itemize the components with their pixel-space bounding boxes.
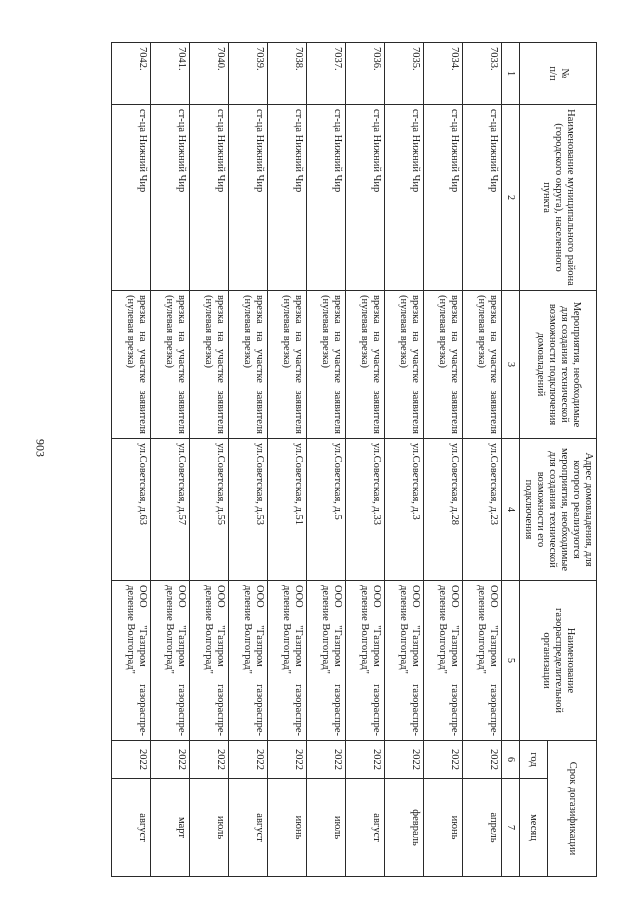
row-measure: врезка на участке заявителя (нулевая врезка) [267, 291, 306, 439]
row-year: 2022 [462, 741, 501, 779]
header-measures: Мероприятия, необходимые для создания технической возможности подключения домовладений [519, 291, 596, 439]
row-org: ООО "Газпром газораспре-деление Волгоград" [189, 581, 228, 741]
row-measure: врезка на участке заявителя (нулевая врезка) [228, 291, 267, 439]
row-org: ООО "Газпром газораспре-деление Волгоград" [150, 581, 189, 741]
row-measure: врезка на участке заявителя (нулевая врезка) [384, 291, 423, 439]
row-measure: врезка на участке заявителя (нулевая врезка) [111, 291, 150, 439]
header-year: год [519, 741, 547, 779]
row-month: апрель [462, 779, 501, 877]
row-address: ул.Советская, д.57 [150, 439, 189, 581]
row-month: февраль [384, 779, 423, 877]
row-district: ст-ца Нижний Чир [423, 105, 462, 291]
table-row [462, 43, 501, 877]
header-org: Наименование газораспределительной организации [519, 581, 596, 741]
row-number: 7038. [267, 43, 306, 105]
row-year: 2022 [111, 741, 150, 779]
row-measure: врезка на участке заявителя (нулевая врезка) [306, 291, 345, 439]
rotated-table-wrapper [85, 42, 597, 876]
row-org: ООО "Газпром газораспре-деление Волгоград" [267, 581, 306, 741]
row-district: ст-ца Нижний Чир [384, 105, 423, 291]
row-org: ООО "Газпром газораспре-деление Волгоград" [111, 581, 150, 741]
row-year: 2022 [345, 741, 384, 779]
row-measure: врезка на участке заявителя (нулевая врезка) [189, 291, 228, 439]
row-address: ул.Советская, д.28 [423, 439, 462, 581]
column-number-row [501, 43, 519, 877]
row-district: ст-ца Нижний Чир [267, 105, 306, 291]
row-address: ул.Советская, д.51 [267, 439, 306, 581]
column-number: 1 [501, 43, 519, 105]
row-year: 2022 [189, 741, 228, 779]
row-month: июнь [267, 779, 306, 877]
column-number: 4 [501, 439, 519, 581]
header-deadline: Срок догазификации [547, 741, 596, 877]
row-number: 7042. [111, 43, 150, 105]
table-row [189, 43, 228, 877]
column-number: 6 [501, 741, 519, 779]
header-month: месяц [519, 779, 547, 877]
column-number: 2 [501, 105, 519, 291]
column-number: 5 [501, 581, 519, 741]
row-number: 7035. [384, 43, 423, 105]
row-year: 2022 [384, 741, 423, 779]
table-row [150, 43, 189, 877]
row-district: ст-ца Нижний Чир [189, 105, 228, 291]
header-row [547, 43, 596, 877]
row-address: ул.Советская, д.63 [111, 439, 150, 581]
row-month: июль [306, 779, 345, 877]
row-measure: врезка на участке заявителя (нулевая врезка) [345, 291, 384, 439]
table-row [111, 43, 150, 877]
row-year: 2022 [267, 741, 306, 779]
header-district: Наименование муниципального района (городского округа), населенного пункта [519, 105, 596, 291]
row-month: июнь [423, 779, 462, 877]
row-number: 7033. [462, 43, 501, 105]
page-number: 903 [33, 439, 48, 457]
row-address: ул.Советская, д.53 [228, 439, 267, 581]
row-district: ст-ца Нижний Чир [150, 105, 189, 291]
row-measure: врезка на участке заявителя (нулевая врезка) [462, 291, 501, 439]
row-number: 7037. [306, 43, 345, 105]
row-address: ул.Советская, д.3 [384, 439, 423, 581]
row-month: август [228, 779, 267, 877]
gasification-table [111, 42, 597, 877]
table-row [423, 43, 462, 877]
row-number: 7040. [189, 43, 228, 105]
row-number: 7036. [345, 43, 384, 105]
table-row [267, 43, 306, 877]
row-address: ул.Советская, д.55 [189, 439, 228, 581]
row-year: 2022 [150, 741, 189, 779]
row-number: 7041. [150, 43, 189, 105]
row-month: июль [189, 779, 228, 877]
row-year: 2022 [228, 741, 267, 779]
row-address: ул.Советская, д.5 [306, 439, 345, 581]
column-number: 3 [501, 291, 519, 439]
row-month: август [345, 779, 384, 877]
column-number: 7 [501, 779, 519, 877]
table-row [228, 43, 267, 877]
table-row [345, 43, 384, 877]
row-number: 7034. [423, 43, 462, 105]
row-month: март [150, 779, 189, 877]
row-year: 2022 [306, 741, 345, 779]
row-org: ООО "Газпром газораспре-деление Волгоград" [423, 581, 462, 741]
row-district: ст-ца Нижний Чир [462, 105, 501, 291]
row-org: ООО "Газпром газораспре-деление Волгоград" [462, 581, 501, 741]
row-month: август [111, 779, 150, 877]
row-district: ст-ца Нижний Чир [111, 105, 150, 291]
row-district: ст-ца Нижний Чир [345, 105, 384, 291]
row-org: ООО "Газпром газораспре-деление Волгоград" [228, 581, 267, 741]
row-district: ст-ца Нижний Чир [228, 105, 267, 291]
row-org: ООО "Газпром газораспре-деление Волгоград" [306, 581, 345, 741]
header-address: Адрес домовладения, для которого реализуются мероприятия, необходимые для создания технической возможности его подключения [519, 439, 596, 581]
row-measure: врезка на участке заявителя (нулевая врезка) [150, 291, 189, 439]
row-address: ул.Советская, д.33 [345, 439, 384, 581]
table-row [306, 43, 345, 877]
row-number: 7039. [228, 43, 267, 105]
row-address: ул.Советская, д.23 [462, 439, 501, 581]
table-row [384, 43, 423, 877]
row-org: ООО "Газпром газораспре-деление Волгоград" [345, 581, 384, 741]
row-measure: врезка на участке заявителя (нулевая врезка) [423, 291, 462, 439]
row-org: ООО "Газпром газораспре-деление Волгоград" [384, 581, 423, 741]
row-district: ст-ца Нижний Чир [306, 105, 345, 291]
header-num: № п/п [519, 43, 596, 105]
row-year: 2022 [423, 741, 462, 779]
